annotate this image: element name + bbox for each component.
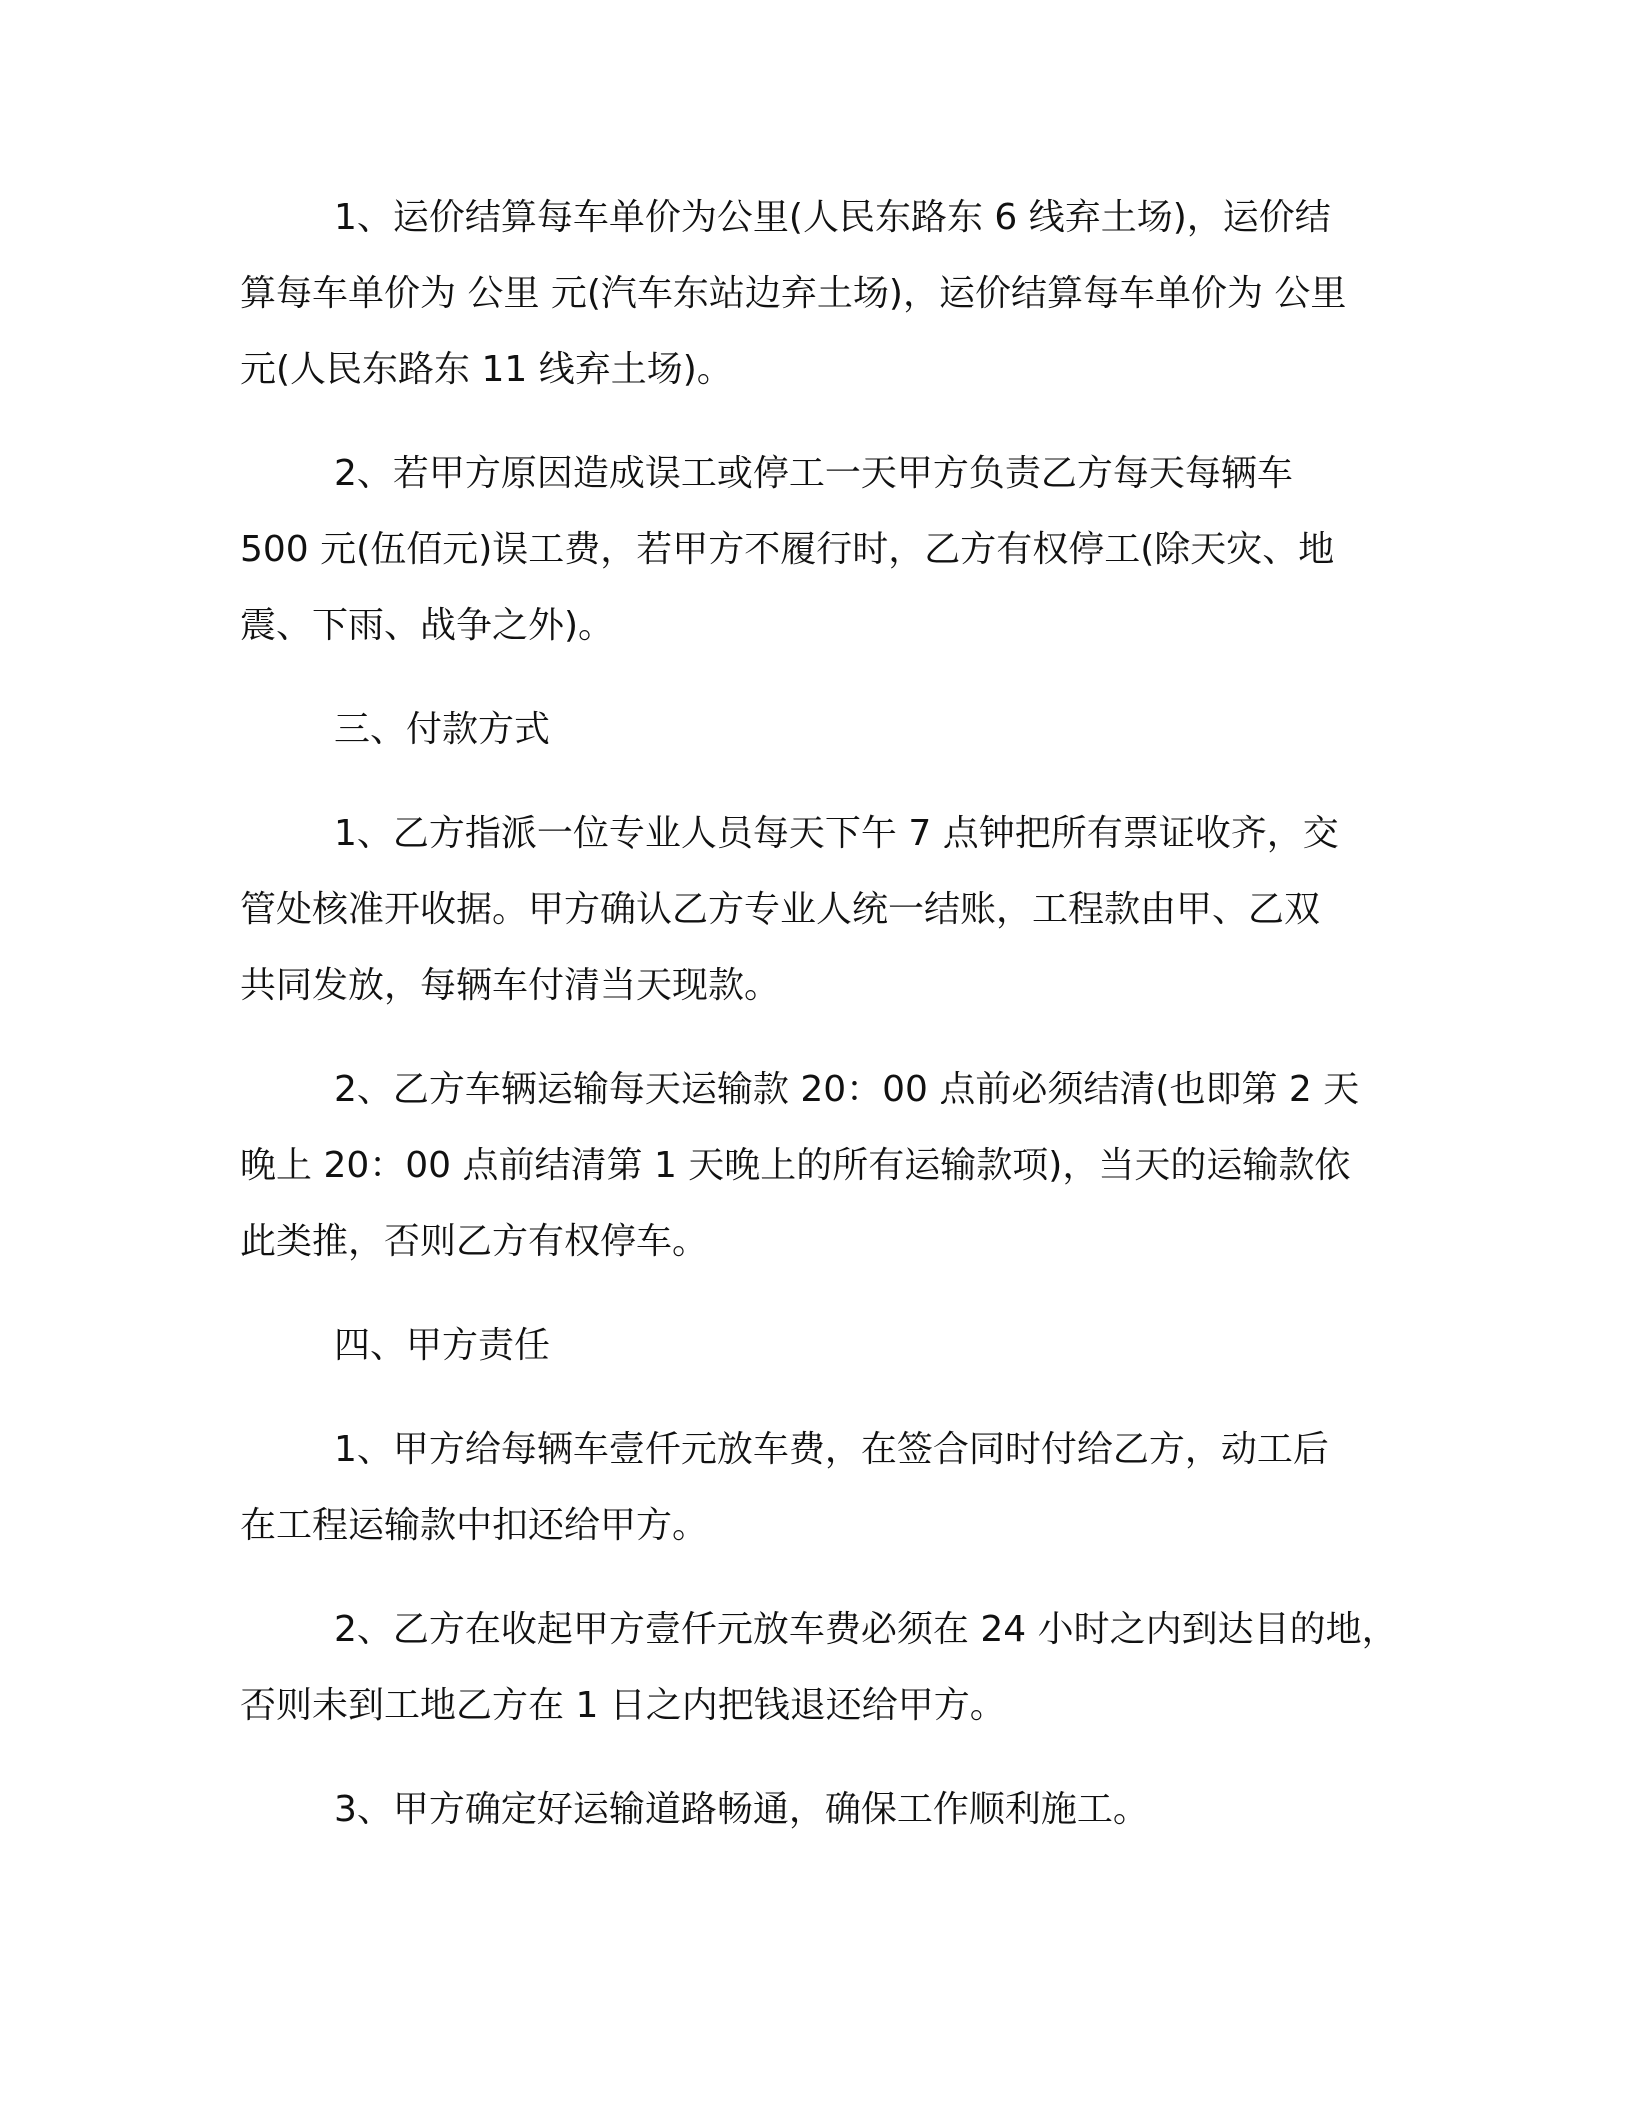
text-line: 1、乙方指派一位专业人员每天下午 7 点钟把所有票证收齐，交 — [334, 813, 1339, 854]
text-line: 晚上 20：00 点前结清第 1 天晚上的所有运输款项)，当天的运输款依 — [240, 1145, 1351, 1186]
text-line: 2、若甲方原因造成误工或停工一天甲方负责乙方每天每辆车 — [334, 453, 1293, 494]
text-line: 共同发放，每辆车付清当天现款。 — [240, 965, 781, 1006]
text-line: 算每车单价为 公里 元(汽车东站边弃土场)，运价结算每车单价为 公里 — [240, 273, 1347, 314]
text-line: 2、乙方车辆运输每天运输款 20：00 点前必须结清(也即第 2 天 — [334, 1069, 1360, 1110]
section-heading: 四、甲方责任 — [334, 1325, 551, 1366]
text-line: 元(人民东路东 11 线弃土场)。 — [240, 349, 733, 390]
text-line: 在工程运输款中扣还给甲方。 — [240, 1505, 709, 1546]
text-line: 1、甲方给每辆车壹仟元放车费，在签合同时付给乙方，动工后 — [334, 1429, 1329, 1470]
text-line: 管处核准开收据。甲方确认乙方专业人统一结账，工程款由甲、乙双 — [240, 889, 1321, 930]
text-line: 1、运价结算每车单价为公里(人民东路东 6 线弃土场)，运价结 — [334, 197, 1331, 238]
text-line: 否则未到工地乙方在 1 日之内把钱退还给甲方。 — [240, 1685, 1006, 1726]
text-line: 震、下雨、战争之外)。 — [240, 605, 615, 646]
text-line: 500 元(伍佰元)误工费，若甲方不履行时，乙方有权停工(除天灾、地 — [240, 529, 1335, 570]
section-heading: 三、付款方式 — [334, 709, 551, 750]
text-line: 2、乙方在收起甲方壹仟元放车费必须在 24 小时之内到达目的地， — [334, 1609, 1398, 1650]
text-line: 3、甲方确定好运输道路畅通，确保工作顺利施工。 — [334, 1789, 1149, 1830]
text-line: 此类推，否则乙方有权停车。 — [240, 1221, 709, 1262]
